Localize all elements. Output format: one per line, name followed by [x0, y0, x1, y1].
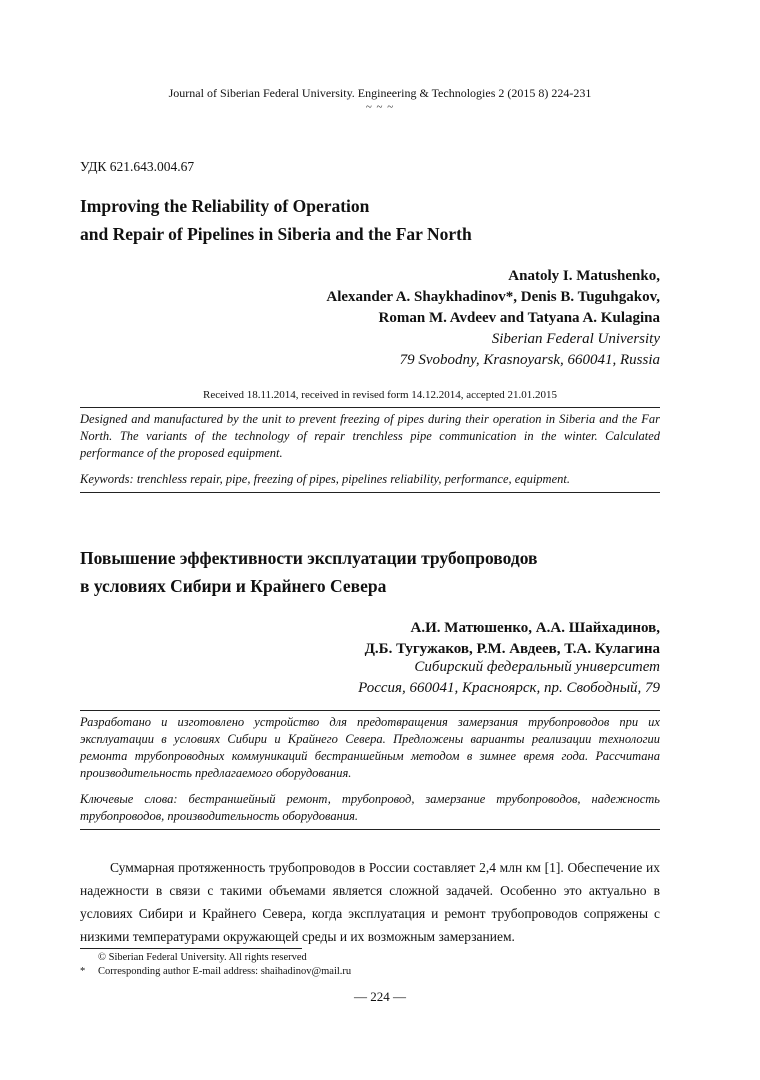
russian-title-line: в условиях Сибири и Крайнего Севера — [80, 576, 387, 596]
english-title — [80, 192, 680, 248]
russian-abstract-bottom-rule — [80, 829, 660, 830]
udk-code: УДК 621.643.004.67 — [80, 159, 195, 174]
russian-keywords: Ключевые слова: бестраншейный ремонт, трубопровод, замерзание трубопроводов, надежность трубопроводов, производительность оборудования. — [80, 792, 660, 823]
received-dates: Received 18.11.2014, received in revised form 14.12.2014, accepted 21.01.2015 — [203, 389, 557, 401]
corresponding-author-text: Corresponding author E-mail address: shaihadinov@mail.ru — [98, 966, 352, 977]
english-abstract-bottom-rule — [80, 492, 660, 493]
english-author-line: Anatoly I. Matushenko, — [508, 268, 660, 284]
body-text — [80, 856, 660, 948]
english-abstract: Designed and manufactured by the unit to prevent freezing of pipes during their operation in Siberia and the Far North. The variants of the technology of repair trenchless pipe communication in the winter. Calculated performance of the proposed equipment. — [80, 412, 660, 460]
english-title-line: Improving the Reliability of Operation — [80, 196, 370, 216]
copyright-text: © Siberian Federal University. All rights reserved — [98, 952, 307, 963]
english-title-line: and Repair of Pipelines in Siberia and the Far North — [80, 224, 472, 244]
header-ornament: ~ ~ ~ — [365, 101, 395, 113]
russian-abstract: Разработано и изготовлено устройство для предотвращения замерзания трубопроводов при их эксплуатации в условиях Сибири и Крайнего Севера. Предложены варианты реализации технологии ремонта трубопроводных коммуникаций бестраншейным методом в зимнее время года. Рассчитана производительность предлагаемого оборудования. — [80, 715, 660, 780]
russian-title-line: Повышение эффективности эксплуатации трубопроводов — [80, 548, 538, 568]
russian-affiliation — [358, 657, 660, 699]
russian-affiliation-line: Россия, 660041, Красноярск, пр. Свободный, 79 — [358, 680, 660, 696]
journal-header: Journal of Siberian Federal University. Engineering & Technologies 2 (2015 8) 224-231 — [168, 86, 592, 100]
page-number: — 224 — — [354, 989, 406, 1004]
english-affiliation-line: Siberian Federal University — [491, 331, 660, 347]
english-keywords: Keywords: trenchless repair, pipe, freezing of pipes, pipelines reliability, performance, equipment. — [80, 472, 570, 486]
russian-author-line: А.И. Матюшенко, А.А. Шайхадинов, — [410, 620, 660, 636]
russian-title — [80, 544, 680, 600]
english-author-line: Roman M. Avdeev and Tatyana A. Kulagina — [378, 310, 660, 326]
english-affiliation — [400, 329, 660, 371]
body-paragraph: Суммарная протяженность трубопроводов в России составляет 2,4 млн км [1]. Обеспечение их надежности в связи с такими объемами является сложной задачей. Особенно это актуально в условиях Сибири и Крайнего Севера, когда эксплуатация и ремонт трубопроводов сопряжены с низкими температурами окружающей среды и их возможным замерзанием. — [80, 860, 660, 944]
footnote-copyright — [80, 952, 307, 963]
russian-affiliation-line: Сибирский федеральный университет — [414, 659, 660, 675]
english-author-line: Alexander A. Shaykhadinov*, Denis B. Tuguhgakov, — [326, 289, 660, 305]
footnote-corresponding — [80, 966, 351, 977]
corresponding-mark: * — [80, 966, 86, 977]
english-affiliation-line: 79 Svobodny, Krasnoyarsk, 660041, Russia — [399, 352, 660, 368]
russian-author-line: Д.Б. Тугужаков, Р.М. Авдеев, Т.А. Кулагина — [364, 641, 660, 657]
footnote-rule — [80, 948, 302, 949]
english-authors — [326, 266, 660, 329]
english-abstract-top-rule — [80, 407, 660, 408]
russian-abstract-top-rule — [80, 710, 660, 711]
russian-authors — [365, 618, 660, 660]
